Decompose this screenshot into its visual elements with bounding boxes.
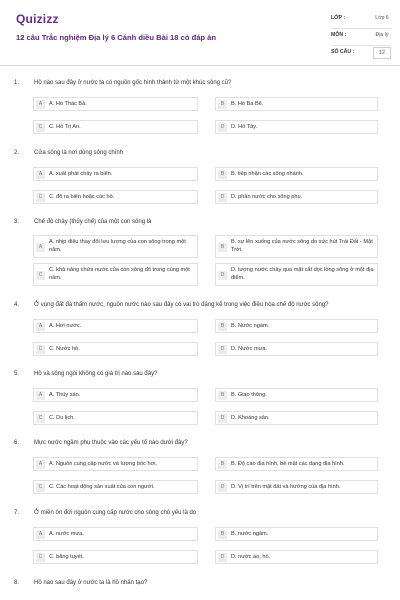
option-text: B. sự lên xuống của nước sông do sức hút Trái Đất - Mặt Trời.	[231, 239, 373, 253]
question-number: 1.	[14, 80, 20, 86]
option-letter: B	[218, 460, 227, 469]
option-letter: D	[218, 123, 227, 132]
option-letter: D	[218, 483, 227, 492]
meta-subject-label: MÔN :	[331, 32, 347, 38]
meta-count-row	[331, 46, 391, 63]
option-letter: C	[36, 271, 45, 280]
option-text: D. Hồ Tây.	[231, 124, 258, 130]
option-text: B. Nước ngầm.	[231, 323, 270, 329]
option-c[interactable]	[33, 263, 198, 286]
option-text: A. xuất phát chảy ra biển.	[49, 171, 113, 177]
option-d[interactable]	[215, 550, 378, 564]
option-a[interactable]	[33, 97, 198, 111]
option-letter: B	[218, 322, 227, 331]
option-letter: B	[218, 391, 227, 400]
option-c[interactable]	[33, 480, 198, 494]
option-b[interactable]	[215, 457, 378, 471]
option-text: D. Khoáng sản.	[231, 415, 270, 421]
option-letter: A	[36, 100, 45, 109]
meta-subject-row	[331, 29, 391, 46]
option-letter: C	[36, 193, 45, 202]
option-c[interactable]	[33, 550, 198, 564]
option-letter: B	[218, 170, 227, 179]
meta-panel	[331, 12, 391, 63]
question-number: 2.	[14, 150, 20, 156]
question-number: 5.	[14, 371, 20, 377]
option-letter: D	[218, 271, 227, 280]
option-text: C. Nước hồ.	[49, 346, 80, 352]
option-c[interactable]	[33, 342, 198, 356]
option-text: D. phân nước cho sông phụ.	[231, 194, 303, 200]
option-letter: A	[36, 391, 45, 400]
question-text: Hồ nào sau đây ở nước ta là hồ nhân tạo?	[34, 580, 148, 586]
option-letter: D	[218, 553, 227, 562]
option-letter: C	[36, 553, 45, 562]
question-number: 4.	[14, 302, 20, 308]
option-b[interactable]	[215, 235, 378, 258]
question-text: Ở vùng đất đá thấm nước, nguồn nước nào sau đây có vai trò đáng kể trong việc điều hòa chế độ nước sông?	[34, 302, 329, 308]
option-text: D. nước ao, hồ.	[231, 554, 271, 560]
option-text: A. Hơi nước.	[49, 323, 82, 329]
option-text: A. Thủy sản.	[49, 392, 81, 398]
meta-count-label: SỐ CÂU :	[331, 49, 355, 55]
option-b[interactable]	[215, 97, 378, 111]
option-text: B. Độ cao địa hình, bề mặt các dạng địa hình.	[231, 461, 345, 467]
option-text: C. Hồ Trị An.	[49, 124, 81, 130]
option-b[interactable]	[215, 527, 378, 541]
option-d[interactable]	[215, 342, 378, 356]
meta-count-value: 12	[373, 47, 391, 59]
option-c[interactable]	[33, 190, 198, 204]
document-title: 12 câu Trắc nghiệm Địa lý 6 Cánh diều Bài 18 có đáp án	[16, 33, 217, 42]
meta-grade-value: Lớp 6	[375, 15, 389, 21]
question-number: 3.	[14, 219, 20, 225]
option-text: C. đổ ra biển hoặc các hồ.	[49, 194, 115, 200]
option-letter: D	[218, 345, 227, 354]
option-a[interactable]	[33, 527, 198, 541]
option-c[interactable]	[33, 411, 198, 425]
question-text: Cửa sông là nơi dòng sông chính	[34, 150, 124, 156]
option-letter: A	[36, 243, 45, 252]
question-text: Hồ nào sau đây ở nước ta có nguồn gốc hình thành từ một khúc sông cũ?	[34, 80, 232, 86]
option-letter: C	[36, 483, 45, 492]
option-letter: C	[36, 414, 45, 423]
option-letter: A	[36, 322, 45, 331]
option-letter: B	[218, 530, 227, 539]
option-d[interactable]	[215, 120, 378, 134]
option-text: C. Du lịch.	[49, 415, 75, 421]
option-letter: B	[218, 243, 227, 252]
option-a[interactable]	[33, 457, 198, 471]
option-d[interactable]	[215, 190, 378, 204]
option-letter: D	[218, 193, 227, 202]
meta-subject-value: Địa lý	[375, 32, 389, 38]
option-letter: A	[36, 530, 45, 539]
option-text: B. Giao thông.	[231, 392, 267, 398]
option-text: A. nhịp điệu thay đổi lưu lượng của con sông trong một năm.	[49, 239, 186, 253]
option-text: A. Hồ Thác Bà.	[49, 101, 87, 107]
question-text: Hồ và sông ngòi không có giá trị nào sau đây?	[34, 371, 158, 377]
question-number: 6.	[14, 440, 20, 446]
question-number: 8.	[14, 580, 20, 586]
option-b[interactable]	[215, 167, 378, 181]
option-text: D. Nước mưa.	[231, 346, 268, 352]
option-text: A. nước mưa.	[49, 531, 84, 537]
option-text: C. băng tuyết.	[49, 554, 84, 560]
option-d[interactable]	[215, 263, 378, 286]
option-text: B. nước ngầm.	[231, 531, 269, 537]
option-letter: D	[218, 414, 227, 423]
quizizz-logo: Quizizz	[16, 12, 59, 26]
option-letter: A	[36, 170, 45, 179]
question-text: Chế độ chảy (thủy chế) của một con sông là	[34, 219, 152, 225]
meta-grade-row	[331, 12, 391, 29]
option-letter: A	[36, 460, 45, 469]
option-letter: C	[36, 123, 45, 132]
question-text: Ở miền ôn đới nguồn cung cấp nước cho sông chủ yếu là do	[34, 510, 197, 516]
option-text: D. lượng nước chảy qua mặt cắt dọc lòng sông ở một địa điểm.	[231, 267, 374, 281]
document-header	[0, 0, 400, 66]
question-text: Mực nước ngầm phụ thuộc vào các yếu tố nào dưới đây?	[34, 440, 188, 446]
option-text: B. tiếp nhận các sông nhánh.	[231, 171, 304, 177]
option-a[interactable]	[33, 319, 198, 333]
option-text: B. Hồ Ba Bể.	[231, 101, 264, 107]
meta-grade-label: LỚP :	[331, 15, 346, 21]
option-text: C. khả năng chứa nước của con sông đó trong cùng một năm.	[49, 267, 190, 281]
option-a[interactable]	[33, 388, 198, 402]
option-b[interactable]	[215, 319, 378, 333]
option-d[interactable]	[215, 411, 378, 425]
option-text: C. Các hoạt động sản xuất của con người.	[49, 484, 155, 490]
option-a[interactable]	[33, 167, 198, 181]
option-letter: B	[218, 100, 227, 109]
option-c[interactable]	[33, 120, 198, 134]
option-text: A. Nguồn cung cấp nước và lượng bốc hơi.	[49, 461, 158, 467]
option-d[interactable]	[215, 480, 378, 494]
question-number: 7.	[14, 510, 20, 516]
option-a[interactable]	[33, 235, 198, 258]
option-b[interactable]	[215, 388, 378, 402]
option-letter: C	[36, 345, 45, 354]
option-text: D. Vị trí trên mặt đất và hướng của địa hình.	[231, 484, 341, 490]
